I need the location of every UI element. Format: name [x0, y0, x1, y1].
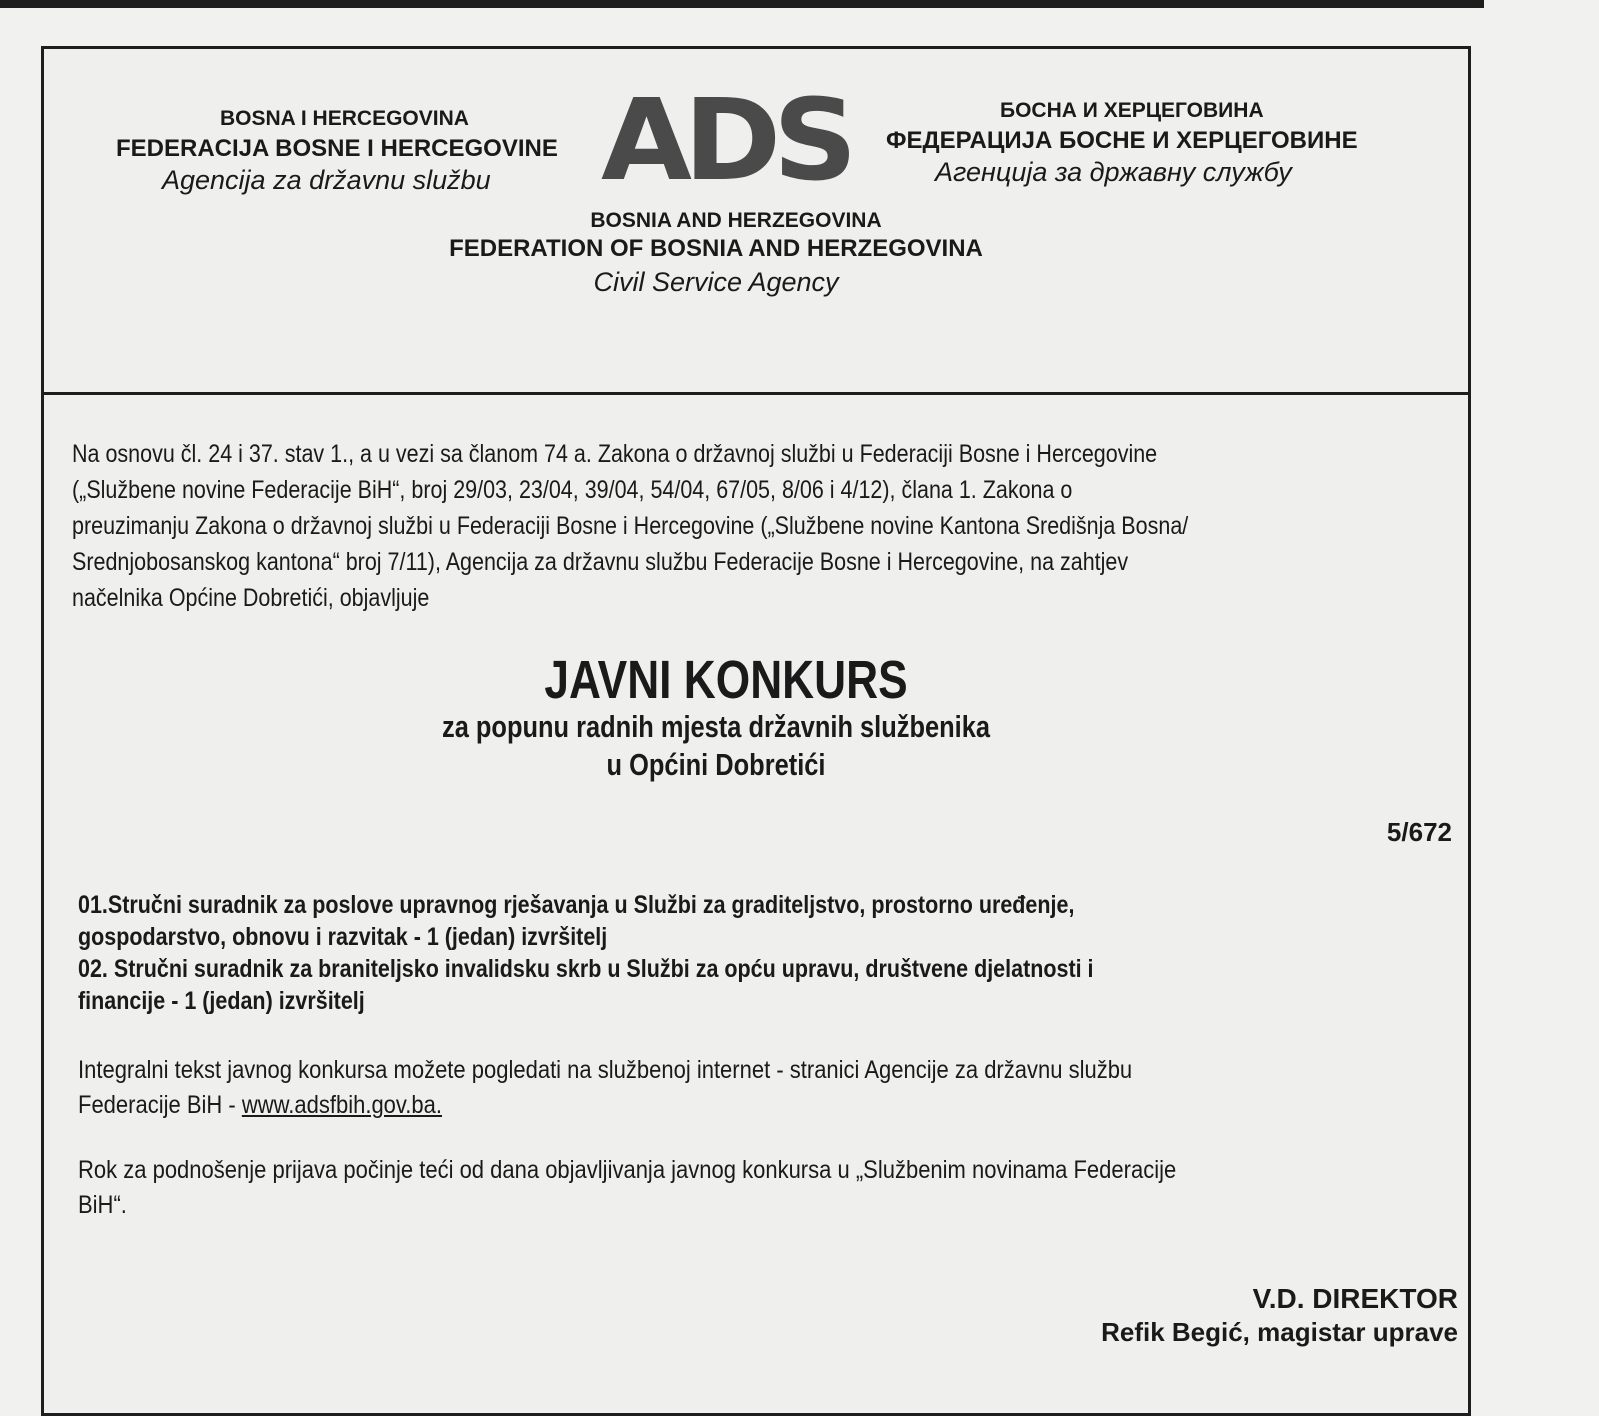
right-header-line2: ФЕДЕРАЦИЈА БОСНЕ И ХЕРЦЕГОВИНЕ [886, 127, 1358, 154]
notice-title: JAVNI KONKURS [544, 650, 908, 710]
agency-website-link[interactable]: www.adsfbih.gov.ba. [241, 1091, 442, 1119]
integral-line-1: Integralni tekst javnog konkursa možete pogledati na službenoj internet - stranici Agencije za državnu službu [78, 1056, 1133, 1084]
reference-number: 5/672 [1386, 817, 1452, 847]
position-line: 01.Stručni suradnik za poslove upravnog rješavanja u Službi za graditeljstvo, prostorno uređenje, [78, 891, 1075, 919]
notice-subtitle-1: za popunu radnih mjesta državnih službenika [441, 709, 991, 744]
agency-header [44, 49, 1468, 395]
position-line: 02. Stručni suradnik za braniteljsko invalidsku skrb u Službi za opću upravu, društvene djelatnosti i [78, 955, 1094, 983]
signature-name: Refik Begić, magistar uprave [1101, 1317, 1458, 1347]
center-header-line1: BOSNIA AND HERZEGOVINA [590, 209, 882, 232]
integral-text-paragraph [78, 1053, 1132, 1123]
right-header-line3: Агенција за државну службу [935, 157, 1292, 187]
intro-line: („Službene novine Federacije BiH“, broj 29/03, 23/04, 39/04, 54/04, 67/05, 8/06 i 4/12), člana 1. Zakona o [72, 476, 1073, 504]
ads-logo: ADS [601, 76, 850, 206]
left-header-line3: Agencija za državnu službu [162, 165, 491, 195]
right-header-line1: БОСНА И ХЕРЦЕГОВИНА [1000, 99, 1264, 122]
left-header-line2: FEDERACIJA BOSNE I HERCEGOVINE [116, 135, 558, 162]
position-line: gospodarstvo, obnovu i razvitak - 1 (jedan) izvršitelj [78, 923, 608, 951]
intro-line: načelnika Općine Dobretići, objavljuje [72, 584, 430, 612]
deadline-paragraph [78, 1153, 1176, 1223]
intro-line: Srednjobosanskog kantona“ broj 7/11), Agencija za državnu službu Federacije Bosne i Hercegovine, na zahtjev [72, 548, 1129, 576]
left-header-line1: BOSNA I HERCEGOVINA [220, 107, 469, 130]
center-header-line3: Civil Service Agency [593, 267, 839, 297]
positions-list [78, 889, 1094, 1017]
public-notice [41, 46, 1471, 1416]
deadline-line: Rok za podnošenje prijava počinje teći od dana objavljivanja javnog konkursa u „Službenim novinama Federacije [78, 1156, 1177, 1184]
notice-subtitle-2: u Općini Dobretići [606, 747, 826, 782]
top-rule [0, 0, 1484, 8]
intro-line: preuzimanju Zakona o državnoj službi u Federaciji Bosne i Hercegovine („Službene novine Kantona Središnja Bosna/ [72, 512, 1189, 540]
intro-line: Na osnovu čl. 24 i 37. stav 1., a u vezi sa članom 74 a. Zakona o državnoj službi u Federaciji Bosne i Hercegovine [72, 440, 1158, 468]
integral-prefix: Federacije BiH - [78, 1091, 242, 1119]
center-header-line2: FEDERATION OF BOSNIA AND HERZEGOVINA [449, 235, 983, 262]
integral-line-2 [78, 1088, 1132, 1123]
signature-title: V.D. DIREKTOR [1252, 1283, 1458, 1314]
deadline-line: BiH“. [78, 1191, 127, 1219]
intro-paragraph [72, 436, 1188, 616]
position-line: financije - 1 (jedan) izvršitelj [78, 987, 365, 1015]
